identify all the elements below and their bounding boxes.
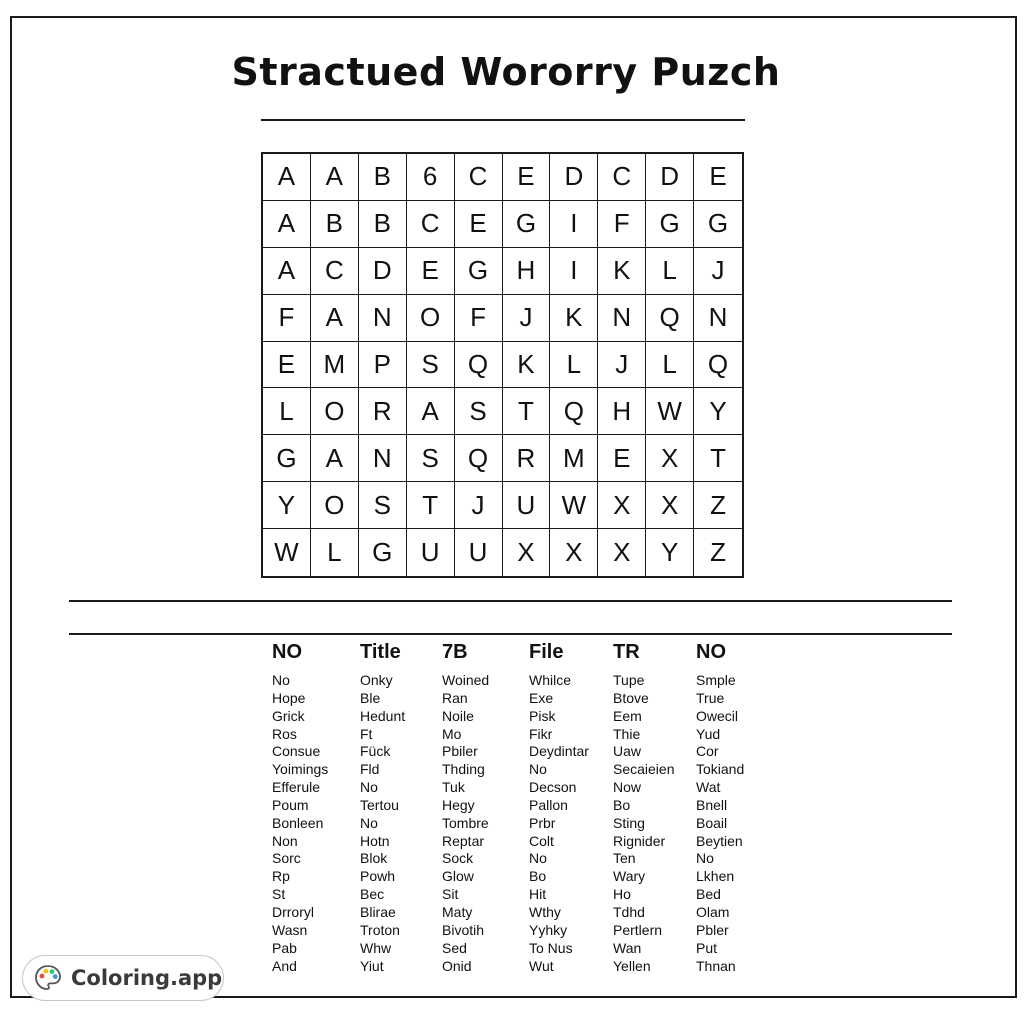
word-item: Poum <box>272 796 309 813</box>
word-item: Pbiler <box>442 743 478 760</box>
section-divider <box>69 600 952 602</box>
grid-cell[interactable]: A <box>311 154 359 201</box>
word-item: Exe <box>529 689 554 706</box>
grid-cell[interactable]: Q <box>455 342 503 389</box>
grid-cell[interactable]: H <box>503 248 551 295</box>
word-item: Ten <box>613 850 636 867</box>
word-item: Hotn <box>360 832 390 849</box>
grid-cell[interactable]: X <box>598 529 646 576</box>
word-column-header: File <box>529 641 564 663</box>
grid-cell[interactable]: K <box>550 295 598 342</box>
grid-cell[interactable]: E <box>694 154 742 201</box>
word-item: Tuk <box>442 779 465 796</box>
letter-grid <box>261 152 744 578</box>
word-item: Now <box>613 779 642 796</box>
word-item: Woined <box>442 672 490 688</box>
word-item: Sting <box>613 814 645 831</box>
word-item: Pallon <box>529 796 568 813</box>
grid-cell[interactable]: G <box>646 201 694 248</box>
grid-cell[interactable]: X <box>503 529 551 576</box>
word-column-header: NO <box>696 641 726 663</box>
word-item: Hegy <box>442 796 475 813</box>
word-item: Yoimings <box>272 761 329 778</box>
grid-cell[interactable]: M <box>311 342 359 389</box>
grid-cell[interactable]: I <box>550 201 598 248</box>
word-item: Pisk <box>529 707 556 724</box>
grid-cell[interactable]: Z <box>694 482 742 529</box>
grid-cell[interactable]: Y <box>646 529 694 576</box>
grid-cell[interactable]: N <box>598 295 646 342</box>
grid-cell[interactable]: J <box>694 248 742 295</box>
word-item: Onid <box>442 957 472 974</box>
word-column <box>442 640 532 975</box>
word-item: Ble <box>360 689 381 706</box>
word-item: Prbr <box>529 814 556 831</box>
grid-cell[interactable]: B <box>359 154 407 201</box>
word-item: Fikr <box>529 725 553 742</box>
word-item: Decson <box>529 779 577 796</box>
word-item: Eem <box>613 707 642 724</box>
grid-cell[interactable]: T <box>694 435 742 482</box>
grid-cell[interactable]: W <box>263 529 311 576</box>
word-item: Mo <box>442 725 462 742</box>
grid-cell[interactable]: Q <box>694 342 742 389</box>
grid-cell[interactable]: K <box>503 342 551 389</box>
grid-cell[interactable]: N <box>359 295 407 342</box>
grid-cell[interactable]: G <box>263 435 311 482</box>
word-item: Sit <box>442 886 459 903</box>
word-item: Boail <box>696 814 728 831</box>
word-item: Maty <box>442 903 473 920</box>
grid-cell[interactable]: A <box>407 388 455 435</box>
word-item: Efferule <box>272 779 320 796</box>
word-item: Consue <box>272 743 321 760</box>
grid-cell[interactable]: D <box>359 248 407 295</box>
grid-cell[interactable]: F <box>455 295 503 342</box>
grid-cell[interactable]: G <box>503 201 551 248</box>
word-item: Onky <box>360 672 393 688</box>
grid-cell[interactable]: C <box>455 154 503 201</box>
word-item: Noile <box>442 707 474 724</box>
coloring-app-badge[interactable] <box>22 955 224 1001</box>
word-item: Colt <box>529 832 554 849</box>
grid-cell[interactable]: P <box>359 342 407 389</box>
word-item: Ft <box>360 725 373 742</box>
word-item: No <box>360 779 378 796</box>
word-item: Glow <box>442 868 474 885</box>
grid-cell[interactable]: R <box>359 388 407 435</box>
word-item: Yellen <box>613 957 651 974</box>
grid-cell[interactable]: C <box>407 201 455 248</box>
word-item: Troton <box>360 921 400 938</box>
word-column-header: TR <box>613 641 640 663</box>
grid-cell[interactable]: C <box>598 154 646 201</box>
word-item: Yiut <box>360 957 384 974</box>
grid-cell[interactable]: H <box>598 388 646 435</box>
grid-cell[interactable]: L <box>646 342 694 389</box>
word-column <box>360 640 450 975</box>
word-item: Blok <box>360 850 388 867</box>
grid-cell[interactable]: T <box>407 482 455 529</box>
grid-cell[interactable]: E <box>598 435 646 482</box>
word-item: Wary <box>613 868 646 885</box>
grid-cell[interactable]: G <box>359 529 407 576</box>
grid-cell[interactable]: O <box>311 388 359 435</box>
grid-cell[interactable]: E <box>503 154 551 201</box>
grid-cell[interactable]: L <box>263 388 311 435</box>
word-item: Smple <box>696 672 736 688</box>
word-item: Powh <box>360 868 396 885</box>
word-item: Thnan <box>696 957 736 974</box>
word-item: To Nus <box>529 939 573 956</box>
word-item: Bnell <box>696 796 728 813</box>
word-item: Secaieien <box>613 761 675 778</box>
word-item: Fld <box>360 761 380 778</box>
grid-cell[interactable]: B <box>311 201 359 248</box>
word-column-header: Title <box>360 641 401 663</box>
grid-cell[interactable]: S <box>455 388 503 435</box>
grid-cell[interactable]: N <box>359 435 407 482</box>
grid-cell[interactable]: I <box>550 248 598 295</box>
word-item: St <box>272 886 286 903</box>
grid-cell[interactable]: J <box>503 295 551 342</box>
grid-cell[interactable]: U <box>407 529 455 576</box>
word-item: Wat <box>696 779 721 796</box>
grid-cell[interactable]: W <box>646 388 694 435</box>
grid-cell[interactable]: F <box>598 201 646 248</box>
grid-cell[interactable]: Y <box>263 482 311 529</box>
grid-cell[interactable]: A <box>263 248 311 295</box>
grid-cell[interactable]: J <box>455 482 503 529</box>
word-item: Pertlern <box>613 921 663 938</box>
title-divider <box>261 119 745 121</box>
grid-cell[interactable]: T <box>503 388 551 435</box>
section-divider <box>69 633 952 635</box>
grid-cell[interactable]: G <box>455 248 503 295</box>
word-item: Tupe <box>613 672 645 688</box>
grid-cell[interactable]: Z <box>710 537 726 568</box>
word-item: Yud <box>696 725 721 742</box>
word-item: Rp <box>272 868 290 885</box>
grid-cell[interactable]: A <box>263 154 311 201</box>
grid-cell[interactable]: S <box>359 482 407 529</box>
grid-cell[interactable]: X <box>550 529 598 576</box>
word-item: Pab <box>272 939 297 956</box>
word-item: Ran <box>442 689 468 706</box>
word-item: No <box>696 850 714 867</box>
word-item: Lkhen <box>696 868 735 885</box>
word-item: Put <box>696 939 718 956</box>
word-item: Reptar <box>442 832 485 849</box>
badge-label: Coloring.app <box>71 966 223 990</box>
word-item: Wthy <box>529 903 561 920</box>
grid-cell[interactable]: U <box>455 529 503 576</box>
word-item: Bonleen <box>272 814 324 831</box>
word-item: Non <box>272 832 298 849</box>
word-item: No <box>529 850 547 867</box>
word-column-header: NO <box>272 641 302 663</box>
word-item: Uaw <box>613 743 642 760</box>
word-item: Hope <box>272 689 306 706</box>
word-item: Sed <box>442 939 467 956</box>
grid-cell[interactable]: O <box>407 295 455 342</box>
grid-cell[interactable]: D <box>550 154 598 201</box>
word-item: Fück <box>360 743 391 760</box>
grid-cell[interactable]: N <box>694 295 742 342</box>
grid-cell[interactable]: Q <box>455 435 503 482</box>
grid-cell[interactable]: A <box>311 435 359 482</box>
word-column <box>529 640 619 975</box>
grid-cell[interactable]: O <box>311 482 359 529</box>
grid-cell[interactable]: E <box>263 342 311 389</box>
word-item: Whilce <box>529 672 572 688</box>
word-item: Hedunt <box>360 707 406 724</box>
page-title: Stractued Wororry Puzch <box>231 50 781 94</box>
word-item: Whw <box>360 939 392 956</box>
word-item: Tdhd <box>613 903 645 920</box>
grid-cell[interactable]: J <box>598 342 646 389</box>
word-item: Thding <box>442 761 485 778</box>
grid-cell[interactable]: A <box>311 295 359 342</box>
grid-cell[interactable]: X <box>646 482 694 529</box>
word-item: Deydintar <box>529 743 589 760</box>
grid-cell[interactable]: L <box>646 248 694 295</box>
word-item: Wan <box>613 939 642 956</box>
word-item: Sorc <box>272 850 301 867</box>
word-column <box>272 640 362 975</box>
word-item: Bec <box>360 886 385 903</box>
word-item: Ho <box>613 886 631 903</box>
word-item: Grick <box>272 707 305 724</box>
word-item: Btove <box>613 689 649 706</box>
grid-cell[interactable]: S <box>407 435 455 482</box>
grid-cell[interactable]: S <box>407 342 455 389</box>
word-item: Blirae <box>360 903 396 920</box>
grid-cell[interactable]: W <box>550 482 598 529</box>
word-item: Yyhky <box>529 921 568 938</box>
grid-cell[interactable]: L <box>550 342 598 389</box>
grid-cell[interactable]: G <box>694 201 742 248</box>
word-item: Rignider <box>613 832 666 849</box>
word-item: Beytien <box>696 832 743 849</box>
word-item: Drroryl <box>272 903 314 920</box>
word-item: Tokiand <box>696 761 745 778</box>
word-column-header: 7B <box>442 641 468 663</box>
word-item: No <box>272 672 290 688</box>
word-item: Owecil <box>696 707 739 724</box>
grid-cell[interactable]: 6 <box>407 154 455 201</box>
word-column <box>696 640 786 975</box>
word-item: Tombre <box>442 814 489 831</box>
grid-cell[interactable]: E <box>407 248 455 295</box>
grid-cell[interactable]: C <box>311 248 359 295</box>
grid-cell[interactable]: K <box>598 248 646 295</box>
grid-cell[interactable]: B <box>359 201 407 248</box>
word-item: Bo <box>613 796 631 813</box>
word-item: Pbler <box>696 921 729 938</box>
grid-cell[interactable]: L <box>311 529 359 576</box>
word-item: Bed <box>696 886 721 903</box>
grid-cell[interactable]: R <box>503 435 551 482</box>
word-item: Bo <box>529 868 547 885</box>
word-item: No <box>529 761 547 778</box>
word-item: And <box>272 957 297 974</box>
grid-cell[interactable]: E <box>455 201 503 248</box>
grid-cell[interactable]: Q <box>646 295 694 342</box>
word-item: Sock <box>442 850 474 867</box>
word-item: Wasn <box>272 921 308 938</box>
word-item: Tertou <box>360 796 399 813</box>
word-item: No <box>360 814 378 831</box>
grid-cell[interactable]: D <box>646 154 694 201</box>
palette-icon <box>33 963 63 993</box>
word-item: True <box>696 689 725 706</box>
word-item: Thie <box>613 725 641 742</box>
word-item: Ros <box>272 725 297 742</box>
word-item: Bivotih <box>442 921 485 938</box>
grid-cell[interactable]: Q <box>550 388 598 435</box>
grid-cell[interactable]: Y <box>694 388 742 435</box>
word-item: Olam <box>696 903 730 920</box>
word-item: Cor <box>696 743 719 760</box>
grid-cell[interactable]: X <box>646 435 694 482</box>
grid-cell[interactable]: X <box>598 482 646 529</box>
grid-cell[interactable]: M <box>550 435 598 482</box>
word-item: Wut <box>529 957 554 974</box>
word-column <box>613 640 703 975</box>
grid-cell[interactable]: F <box>263 295 311 342</box>
word-item: Hit <box>529 886 547 903</box>
grid-cell[interactable]: U <box>503 482 551 529</box>
grid-cell[interactable]: A <box>263 201 311 248</box>
